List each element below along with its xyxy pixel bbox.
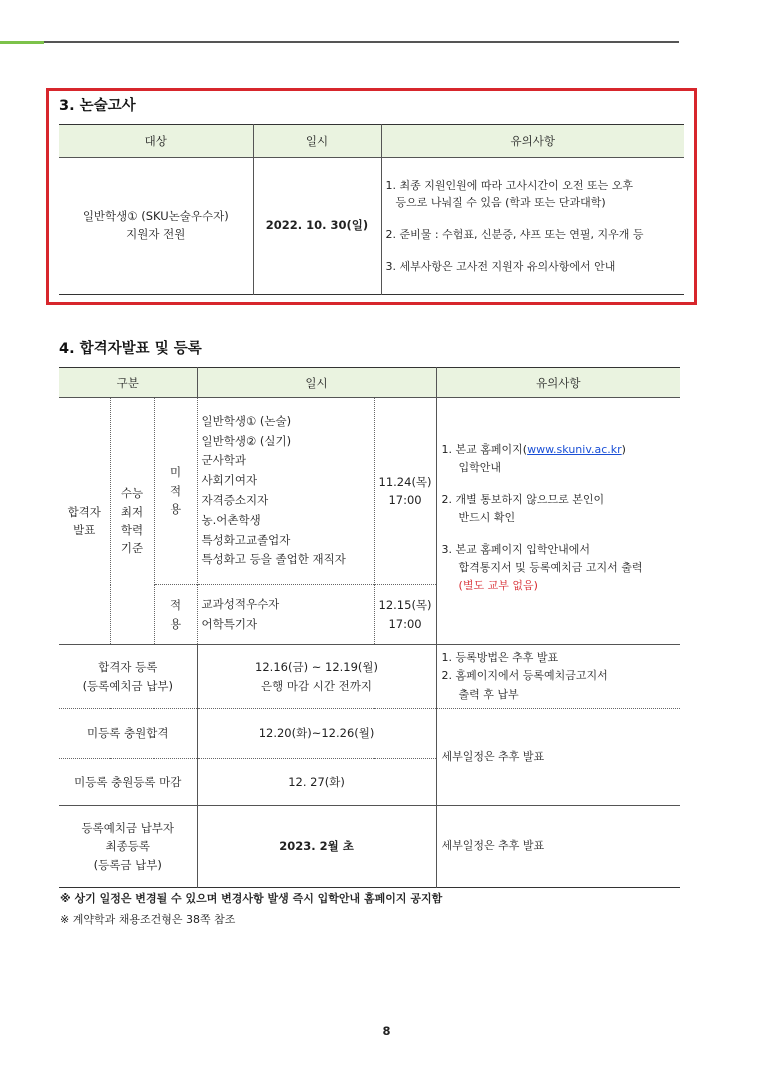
note-text: )	[621, 442, 626, 456]
header-notes: 유의사항	[436, 368, 680, 398]
note-text: 1. 최종 지원인원에 따라 고사시간이 오전 또는 오후	[385, 178, 633, 192]
extra-deadline-date: 12. 27(화)	[197, 759, 436, 806]
date-line: 11.24(목)	[378, 474, 432, 489]
section4-title: 4. 합격자발표 및 등록	[59, 341, 202, 357]
note-text: 입학안내	[458, 460, 502, 474]
label-line: 최저	[120, 504, 144, 519]
final-notes: 세부일정은 추후 발표	[436, 806, 680, 888]
not-applied-label	[154, 398, 197, 585]
target-line: 일반학생① (SKU논술우수자)	[82, 209, 229, 224]
label-line: 발표	[73, 523, 96, 537]
footnote: ※ 계약학과 채용조건형은 38쪽 참조	[60, 913, 236, 926]
list-item: 특성화고 등을 졸업한 재직자	[201, 552, 346, 567]
table-header-row	[59, 125, 684, 158]
extra-notes: 세부일정은 추후 발표	[436, 709, 680, 806]
announce-notes	[436, 398, 680, 645]
label-line: (등록금 납부)	[93, 857, 162, 872]
not-applied-date	[374, 398, 436, 585]
applied-date	[374, 585, 436, 645]
label-line: 수능	[120, 486, 144, 501]
date-line: 17:00	[388, 493, 422, 507]
section3-table	[59, 124, 684, 295]
date-line: 12.16(금) ~ 12.19(월)	[255, 660, 379, 675]
list-item: 교과성적우수자	[201, 596, 280, 611]
note-text: 3. 세부사항은 고사전 지원자 유의사항에서 안내	[385, 259, 616, 273]
label-line: 학력	[120, 523, 144, 537]
note-text: 합격통지서 및 등록예치금 고지서 출력	[458, 561, 643, 575]
note-item	[386, 226, 681, 244]
table-row	[59, 806, 680, 888]
target-cell	[59, 158, 253, 295]
label-line: 미	[169, 465, 182, 480]
criteria-label	[110, 398, 154, 645]
header-date: 일시	[253, 125, 381, 158]
list-item: 군사학과	[201, 453, 246, 468]
note-text: 1. 등록방법은 추후 발표	[441, 651, 559, 665]
label-line: 등록예치금 납부자	[81, 820, 175, 835]
applied-list	[197, 585, 374, 645]
note-text: (별도 교부 없음)	[458, 579, 538, 593]
date-line: 12.15(목)	[378, 598, 432, 613]
extra-pass-date: 12.20(화)~12.26(월)	[197, 709, 436, 759]
page-number: 8	[382, 1024, 391, 1038]
target-line: 지원자 전원	[126, 227, 186, 241]
label-line: (등록예치금 납부)	[82, 678, 173, 693]
list-item: 어학특기자	[201, 616, 258, 631]
note-text: 2. 홈페이지에서 등록예치금고지서	[441, 669, 608, 683]
applied-label	[154, 585, 197, 645]
header-rule	[44, 41, 679, 43]
note-text: 출력 후 납부	[458, 687, 519, 701]
label-line: 합격자	[67, 504, 101, 519]
homepage-link[interactable]: www.skuniv.ac.kr	[527, 442, 622, 456]
note-item	[386, 258, 681, 276]
note-text: 3. 본교 홈페이지 입학안내에서	[441, 543, 591, 557]
extra-deadline-label: 미등록 충원등록 마감	[59, 759, 197, 806]
header-target: 대상	[59, 125, 253, 158]
list-item: 농.어촌학생	[201, 512, 261, 527]
header-accent-bar	[0, 41, 44, 44]
header-notes: 유의사항	[381, 125, 684, 158]
registration-date	[197, 645, 436, 709]
label-line: 최종등록	[105, 839, 150, 854]
list-item: 사회기여자	[201, 473, 258, 488]
note-text: 2. 개별 통보하지 않으므로 본인이	[441, 492, 605, 506]
note-text: 반드시 확인	[458, 510, 516, 524]
note-text: 2. 준비물 : 수험표, 신분증, 샤프 또는 연필, 지우개 등	[385, 228, 644, 241]
announce-label	[59, 398, 110, 645]
table-header-row	[59, 368, 680, 398]
list-item: 특성화고교졸업자	[201, 532, 291, 547]
note-text: 등으로 나눠질 수 있음 (학과 또는 단과대학)	[395, 196, 606, 210]
table-row	[59, 709, 680, 759]
date-line: 은행 마감 시간 전까지	[261, 678, 372, 693]
note-item	[386, 177, 681, 212]
table-row	[59, 645, 680, 709]
label-line: 용	[169, 502, 182, 517]
list-item: 일반학생① (논술)	[201, 413, 292, 428]
section3-title: 3. 논술고사	[59, 98, 136, 114]
header-date: 일시	[197, 368, 436, 398]
table-row	[59, 158, 684, 295]
label-line: 기준	[120, 541, 144, 556]
registration-label	[59, 645, 197, 709]
note-text: 1. 본교 홈페이지(	[441, 442, 528, 456]
notes-cell	[381, 158, 684, 295]
list-item: 자격증소지자	[201, 493, 269, 507]
registration-notes	[436, 645, 680, 709]
footnote: ※ 상기 일정은 변경될 수 있으며 변경사항 발생 즉시 입학안내 홈페이지 공지함	[60, 892, 443, 905]
not-applied-list	[197, 398, 374, 585]
label-line: 적	[169, 483, 182, 498]
list-item: 일반학생② (실기)	[201, 433, 292, 448]
extra-pass-label: 미등록 충원합격	[59, 709, 197, 759]
label-line: 적	[169, 598, 182, 613]
table-row	[59, 398, 680, 585]
label-line: 합격자 등록	[98, 660, 158, 675]
header-category: 구분	[59, 368, 197, 398]
exam-date: 2022. 10. 30(일)	[253, 158, 381, 295]
date-line: 17:00	[388, 616, 422, 631]
final-label	[59, 806, 197, 888]
final-date: 2023. 2월 초	[197, 806, 436, 888]
label-line: 용	[169, 616, 182, 631]
section4-table	[59, 367, 680, 888]
